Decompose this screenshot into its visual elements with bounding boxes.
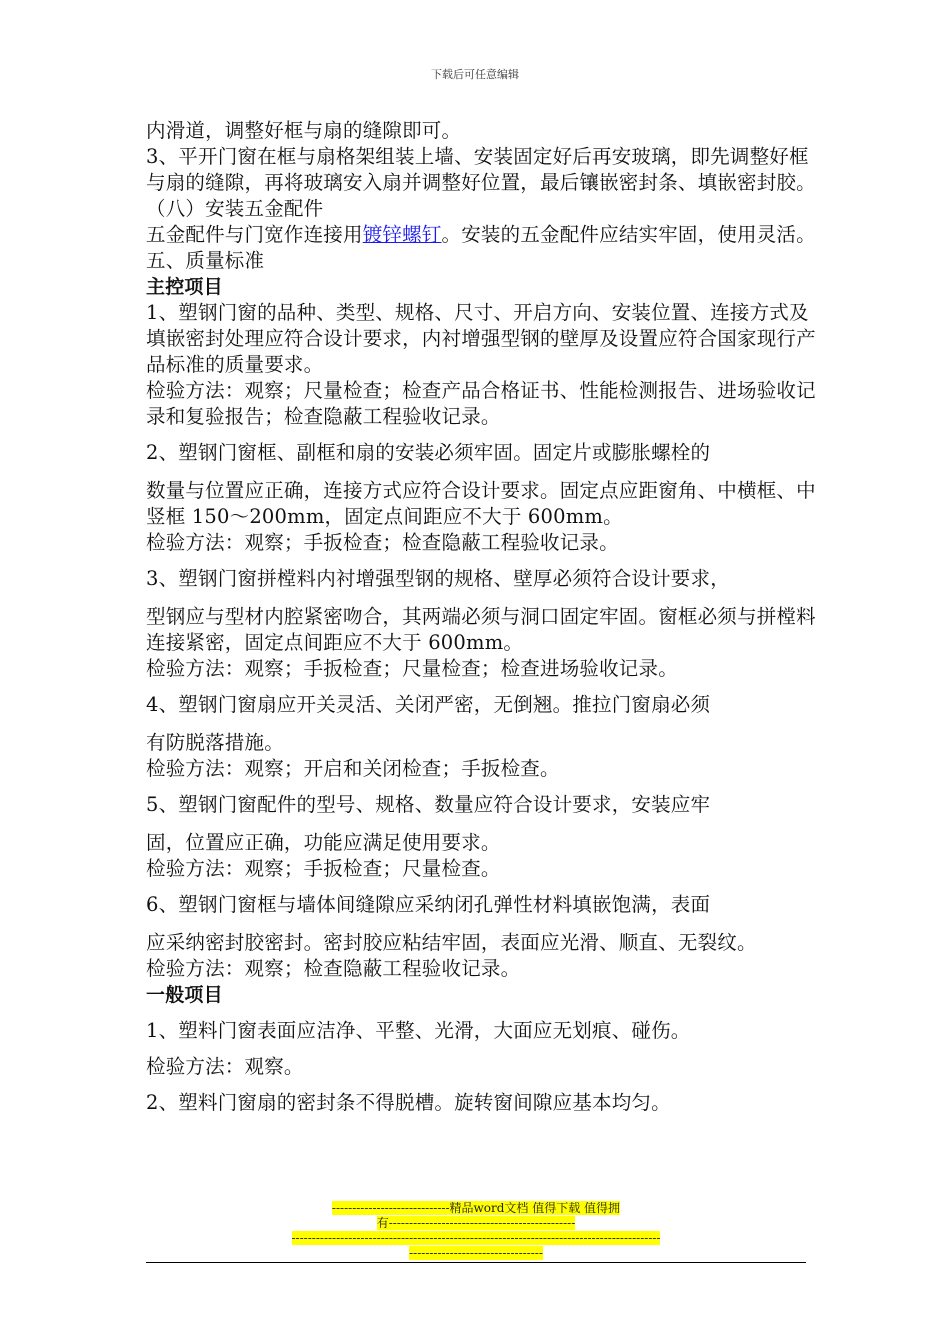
paragraph-hardware (146, 222, 818, 248)
page-header: 下载后可任意编辑 (431, 68, 519, 81)
page-footer-banner (146, 1201, 806, 1261)
document-body (146, 118, 818, 1116)
paragraph-casement-install: 3、平开门窗在框与扇格架组装上墙、安装固定好后再安玻璃，即先调整好框与扇的缝隙，再将玻璃安入扇并调整好位置，最后镶嵌密封条、填嵌密封胶。 (146, 145, 816, 194)
main-item-3-line2: 型钢应与型材内腔紧密吻合，其两端必须与洞口固定牢固。窗框必须与拼樘料连接紧密，固定点间距应不大于 600mm。 (146, 605, 816, 654)
paragraph-hardware-text-1: 五金配件与门宽作连接用 (146, 223, 363, 246)
main-item-5-line1: 5、塑钢门窗配件的型号、规格、数量应符合设计要求，安装应牢 (146, 793, 711, 816)
heading-quality-standard: 五、质量标准 (146, 249, 265, 272)
main-item-6-check: 检验方法：观察；检查隐蔽工程验收记录。 (146, 957, 521, 980)
main-item-4-line2: 有防脱落措施。 (146, 731, 284, 754)
main-item-1-check: 检验方法：观察；尺量检查；检查产品合格证书、性能检测报告、进场验收记录和复验报告；检查隐蔽工程验收记录。 (146, 379, 816, 428)
footer-line-1: -----------------------------精品word文档 值得下载 值得拥 (331, 1201, 621, 1215)
general-item-1: 1、塑料门窗表面应洁净、平整、光滑，大面应无划痕、碰伤。 (146, 1019, 691, 1042)
footer-line-2: 有---------------------------------------------- (376, 1216, 576, 1230)
main-item-6-line1: 6、塑钢门窗框与墙体间缝隙应采纳闭孔弹性材料填嵌饱满，表面 (146, 893, 711, 916)
paragraph-sliding-track: 内滑道，调整好框与扇的缝隙即可。 (146, 119, 462, 142)
main-item-1: 1、塑钢门窗的品种、类型、规格、尺寸、开启方向、安装位置、连接方式及填嵌密封处理应符合设计要求，内衬增强型钢的壁厚及设置应符合国家现行产品标准的质量要求。 (146, 301, 816, 376)
main-item-3-check: 检验方法：观察；手扳检查；尺量检查；检查进场验收记录。 (146, 657, 678, 680)
main-item-5-line2: 固，位置应正确，功能应满足使用要求。 (146, 831, 501, 854)
general-item-2: 2、塑料门窗扇的密封条不得脱槽。旋转窗间隙应基本均匀。 (146, 1091, 671, 1114)
main-item-3-line1: 3、塑钢门窗拼樘料内衬增强型钢的规格、壁厚必须符合设计要求， (146, 567, 730, 590)
general-item-1-check: 检验方法：观察。 (146, 1055, 304, 1078)
main-item-6-line2: 应采纳密封胶密封。密封胶应粘结牢固，表面应光滑、顺直、无裂纹。 (146, 931, 757, 954)
footer-divider (146, 1262, 806, 1263)
heading-general-items: 一般项目 (146, 984, 223, 1006)
main-item-2-line2: 数量与位置应正确，连接方式应符合设计要求。固定点应距窗角、中横框、中竖框 150～200mm，固定点间距应不大于 600mm。 (146, 479, 816, 528)
main-item-4-line1: 4、塑钢门窗扇应开关灵活、关闭严密，无倒翘。推拉门窗扇必须 (146, 693, 711, 716)
main-item-2-line1: 2、塑钢门窗框、副框和扇的安装必须牢固。固定片或膨胀螺栓的 (146, 441, 711, 464)
heading-main-control-items: 主控项目 (146, 276, 223, 298)
heading-hardware: （八）安装五金配件 (146, 197, 324, 220)
footer-line-3: ------------------------------------------------------------------------------------------- (291, 1231, 661, 1245)
main-item-2-check: 检验方法：观察；手扳检查；检查隐蔽工程验收记录。 (146, 531, 619, 554)
main-item-5-check: 检验方法：观察；手扳检查；尺量检查。 (146, 857, 501, 880)
paragraph-hardware-text-2: 。安装的五金配件应结实牢固，使用灵活。 (441, 223, 816, 246)
galvanized-screw-link[interactable]: 镀锌螺钉 (362, 223, 442, 246)
main-item-4-check: 检验方法：观察；开启和关闭检查；手扳检查。 (146, 757, 560, 780)
footer-line-4: --------------------------------- (409, 1246, 543, 1260)
